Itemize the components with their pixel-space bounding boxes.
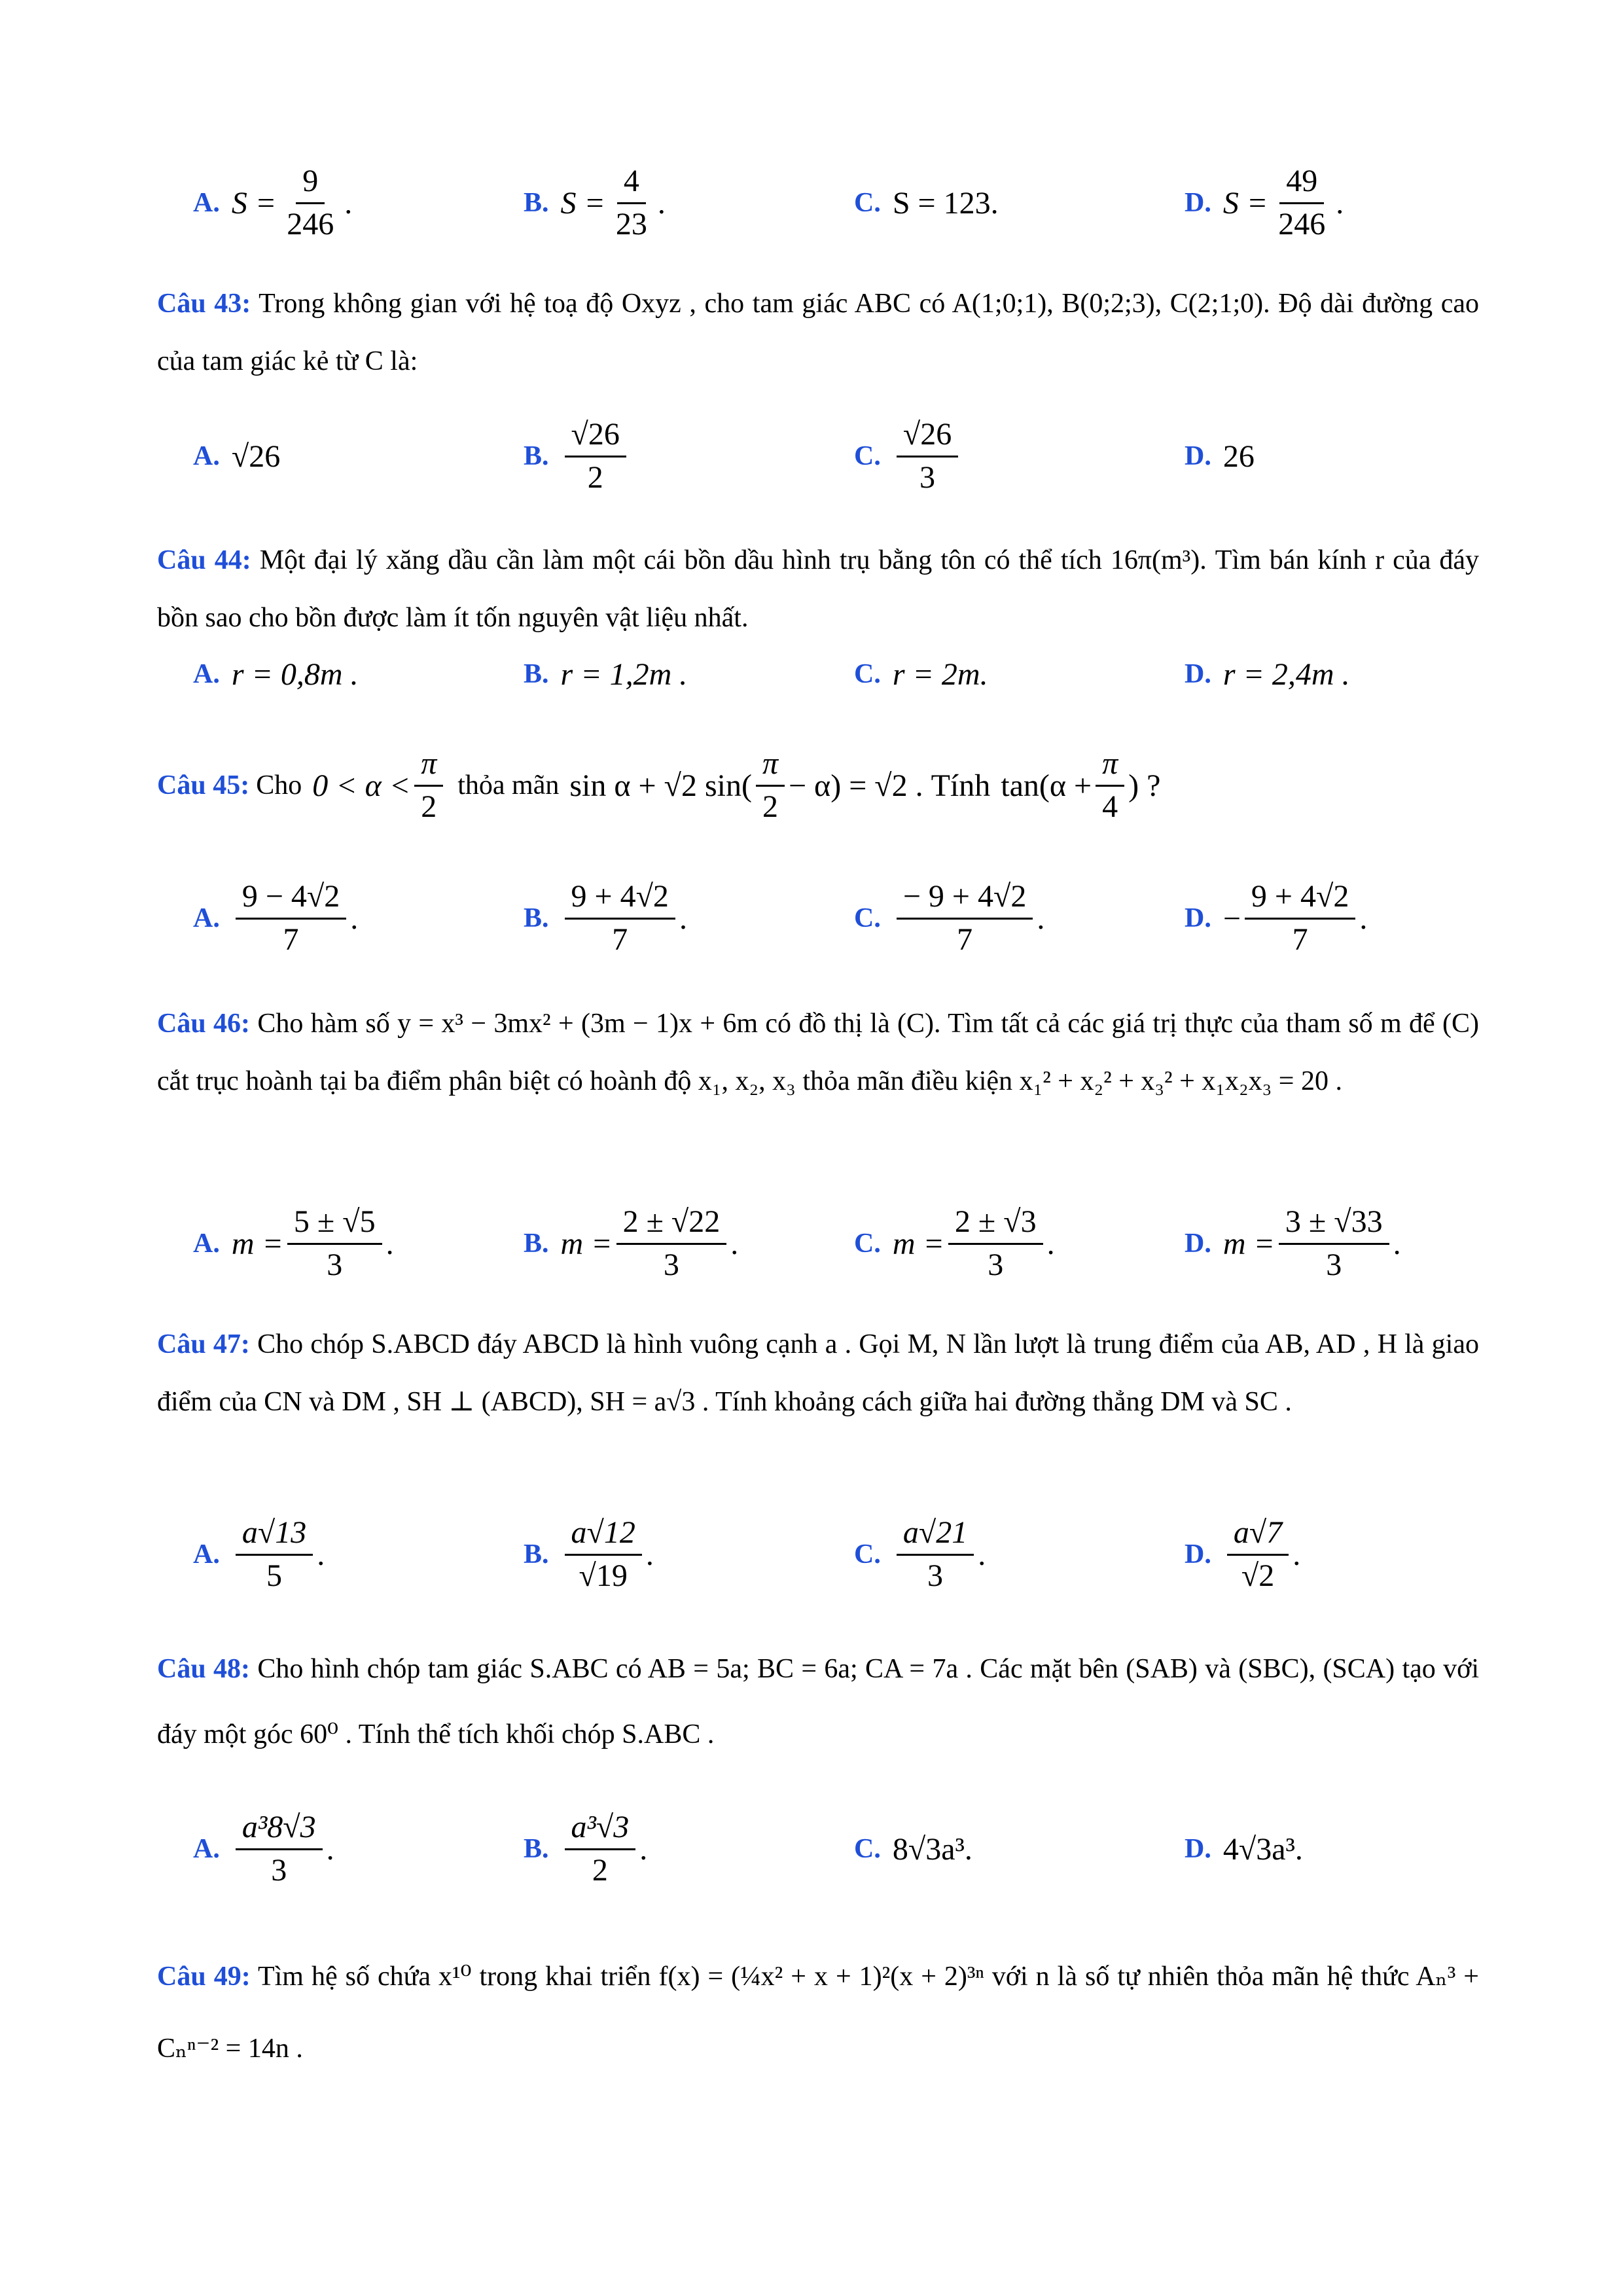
question-45: Câu 45: Cho 0 < α < $\frac{\pi}{2}$ thỏa mãn sin α + √2 sin( $\frac{\pi}{2}$ − α) = √2 . Tính tan(α + $\frac{\pi}{4}$ ) ? bbox=[157, 746, 1161, 824]
q45-option-d[interactable]: D. − $\frac{9 + 4√2}{7}$ . bbox=[1185, 879, 1368, 957]
question-text: Cho hình chóp tam giác S.ABC có AB = 5a; BC = 6a; CA = 7a . Các mặt bên (SAB) và (SBC), (SCA) tạo với đáy một góc 60⁰ . Tính thể tích khối chóp S.ABC . bbox=[157, 1654, 1480, 1749]
q47-options bbox=[0, 1499, 1623, 1610]
q44-options bbox=[0, 628, 1623, 720]
q42-option-c[interactable]: C. S = 123. bbox=[854, 185, 999, 221]
fraction: $\frac{\pi}{2}$ bbox=[414, 747, 443, 823]
fraction: $\frac{√26}{2}$ bbox=[565, 418, 626, 494]
q48-options bbox=[0, 1793, 1623, 1905]
question-label: Câu 43: bbox=[157, 289, 251, 319]
fraction: $\frac{9 + 4√2}{7}$ bbox=[1245, 880, 1355, 956]
q44-option-b[interactable]: B. r = 1,2m . bbox=[524, 656, 688, 692]
q42-option-b[interactable]: B. S = $\frac{4}{23}$ . bbox=[524, 164, 666, 242]
fraction: $\frac{a√7}{√2}$ bbox=[1227, 1516, 1289, 1592]
q43-option-d[interactable]: D. 26 bbox=[1185, 439, 1255, 474]
q45-option-b[interactable]: B. $\frac{9 + 4√2}{7}$ . bbox=[524, 879, 687, 957]
fraction: $\frac{2 \pm √3}{3}$ bbox=[948, 1206, 1043, 1282]
question-label: Câu 44: bbox=[157, 545, 251, 575]
question-46 bbox=[157, 995, 1479, 1110]
fraction: $\frac{\pi}{4}$ bbox=[1096, 747, 1124, 823]
q43-option-c[interactable]: C. $\frac{√26}{3}$ bbox=[854, 401, 962, 512]
question-label: Câu 49: bbox=[157, 1962, 251, 1992]
q44-option-a[interactable]: A. r = 0,8m . bbox=[193, 656, 359, 692]
fraction: $\frac{2 \pm √22}{3}$ bbox=[616, 1206, 727, 1282]
fraction: $\frac{3 \pm √33}{3}$ bbox=[1279, 1206, 1389, 1282]
fraction: $\frac{9 + 4√2}{7}$ bbox=[565, 880, 675, 956]
q47-option-c[interactable]: C. $\frac{a√21}{3}$ . bbox=[854, 1515, 986, 1593]
fraction: $\frac{- 9 + 4√2}{7}$ bbox=[897, 880, 1033, 956]
q44-option-d[interactable]: D. r = 2,4m . bbox=[1185, 656, 1350, 692]
q46-option-b[interactable]: B. m = $\frac{2 \pm √22}{3}$ . bbox=[524, 1204, 739, 1282]
fraction: $\frac{a√13}{5}$ bbox=[236, 1516, 313, 1592]
fraction: $\frac{\pi}{2}$ bbox=[756, 747, 785, 823]
question-49 bbox=[157, 1941, 1479, 2085]
question-48 bbox=[157, 1636, 1479, 1767]
fraction: $\frac{\text{a³√3}}{2}$ bbox=[565, 1811, 636, 1887]
fraction: $\frac{a√12}{√19}$ bbox=[565, 1516, 642, 1592]
q47-option-a[interactable]: A. $\frac{a√13}{5}$ . bbox=[193, 1515, 325, 1593]
q45-option-a[interactable]: A. $\frac{9 - 4√2}{7}$ . bbox=[193, 879, 359, 957]
q47-option-b[interactable]: B. $\frac{a√12}{√19}$ . bbox=[524, 1515, 654, 1593]
q48-option-b[interactable]: B. $\frac{\text{a³√3}}{2}$ . bbox=[524, 1810, 648, 1888]
q48-option-d[interactable]: D. 4√3a³. bbox=[1185, 1831, 1303, 1867]
question-text: Cho chóp S.ABCD đáy ABCD là hình vuông cạnh a . Gọi M, N lần lượt là trung điểm của AB, AD , H là giao điểm của CN và DM , SH ⊥ (ABCD), SH = a√3 . Tính khoảng cách giữa hai đường thẳng DM và SC . bbox=[157, 1329, 1479, 1417]
fraction: $\frac{a√21}{3}$ bbox=[897, 1516, 974, 1592]
question-label: Câu 47: bbox=[157, 1329, 250, 1359]
q46-option-d[interactable]: D. m = $\frac{3 \pm √33}{3}$ . bbox=[1185, 1204, 1401, 1282]
fraction: $\frac{49}{246}$ bbox=[1278, 164, 1326, 242]
question-label: Câu 46: bbox=[157, 1009, 251, 1039]
q42-option-d[interactable]: D. S = $\frac{49}{246}$ . bbox=[1185, 164, 1344, 242]
fraction: $\frac{9}{246}$ bbox=[287, 164, 334, 242]
question-text: Cho hàm số y = x³ − 3mx² + (3m − 1)x + 6m có đồ thị là (C). Tìm tất cả các giá trị thực của tham số m để (C) cắt trục hoành tại ba điểm phân biệt có hoành độ x₁, x₂, x₃ thỏa mãn điều kiện x₁² + x₂² + x₃² + x₁x₂x₃ = 20 . bbox=[157, 1009, 1480, 1096]
q42-option-a[interactable]: A. S = $\frac{9}{246}$ . bbox=[193, 164, 353, 242]
fraction: $\frac{4}{23}$ bbox=[615, 164, 647, 242]
q46-option-c[interactable]: C. m = $\frac{2 \pm √3}{3}$ . bbox=[854, 1204, 1055, 1282]
fraction: $\frac{5 \pm √5}{3}$ bbox=[287, 1206, 382, 1282]
q42-options bbox=[0, 147, 1623, 259]
q48-option-a[interactable]: A. $\frac{\text{a³8√3}}{3}$ . bbox=[193, 1810, 334, 1888]
question-label: Câu 45: bbox=[157, 770, 250, 800]
q47-option-d[interactable]: D. $\frac{a√7}{√2}$ . bbox=[1185, 1515, 1301, 1593]
fraction: $\frac{9 - 4√2}{7}$ bbox=[236, 880, 346, 956]
q44-option-c[interactable]: C. r = 2m. bbox=[854, 656, 988, 692]
question-text: Một đại lý xăng dầu cần làm một cái bồn dầu hình trụ bằng tôn có thể tích 16π(m³). Tìm bán kính r của đáy bồn sao cho bồn được làm ít tốn nguyên vật liệu nhất. bbox=[157, 545, 1479, 633]
q48-option-c[interactable]: C. 8√3a³. bbox=[854, 1831, 972, 1867]
q43-option-b[interactable]: B. $\frac{√26}{2}$ bbox=[524, 401, 630, 512]
fraction: $\frac{√26}{3}$ bbox=[897, 418, 958, 494]
q46-options bbox=[0, 1188, 1623, 1299]
question-text: Tìm hệ số chứa x¹⁰ trong khai triển f(x) = (¼x² + x + 1)²(x + 2)³ⁿ với n là số tự nhiên thỏa mãn hệ thức Aₙ³ + Cₙⁿ⁻² = 14n . bbox=[157, 1962, 1479, 2064]
question-43 bbox=[157, 275, 1479, 390]
q45-options bbox=[0, 863, 1623, 974]
question-text: Trong không gian với hệ toạ độ Oxyz , cho tam giác ABC có A(1;0;1), B(0;2;3), C(2;1;0). Độ dài đường cao của tam giác kẻ từ C là: bbox=[157, 289, 1479, 376]
q43-options bbox=[0, 401, 1623, 512]
fraction: $\frac{\text{a³8√3}}{3}$ bbox=[236, 1811, 323, 1887]
q45-option-c[interactable]: C. $\frac{- 9 + 4√2}{7}$ . bbox=[854, 879, 1045, 957]
question-47 bbox=[157, 1316, 1479, 1431]
q43-option-a[interactable]: A. √26 bbox=[193, 439, 281, 474]
question-label: Câu 48: bbox=[157, 1654, 251, 1684]
q46-option-a[interactable]: A. m = $\frac{5 \pm √5}{3}$ . bbox=[193, 1204, 394, 1282]
